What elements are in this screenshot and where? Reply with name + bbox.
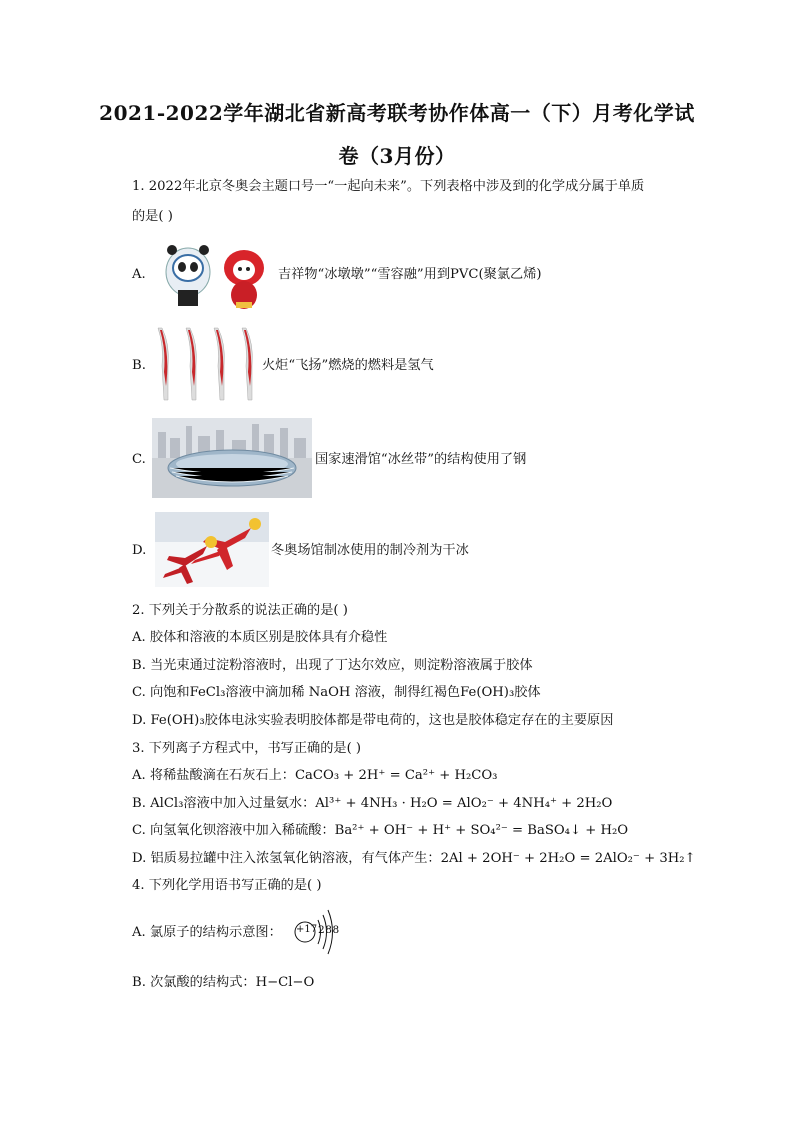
- q4-option-b: B. 次氯酸的结构式：H−Cl−O: [132, 975, 315, 990]
- speed-skaters-image: [155, 512, 269, 587]
- q1-option-c-label: C.: [132, 452, 146, 467]
- electron-shells: 288: [318, 924, 340, 936]
- q1-option-a-text: 吉祥物“冰墩墩”“雪容融”用到PVC(聚氯乙烯): [278, 267, 542, 282]
- q1-stem-cont: 的是( ): [132, 209, 173, 224]
- torch-image: [152, 326, 260, 402]
- q1-option-b-text: 火炬“飞扬”燃烧的燃料是氢气: [262, 358, 434, 373]
- q3-option-b: B. AlCl₃溶液中加入过量氨水：Al³⁺ + 4NH₃ · H₂O = AlO₂⁻ + 4NH₄⁺ + 2H₂O: [132, 796, 613, 811]
- q3-stem: 3. 下列离子方程式中，书写正确的是( ): [132, 741, 362, 756]
- q4-option-a: A. 氯原子的结构示意图：: [132, 925, 282, 940]
- page-title: 2021-2022学年湖北省新高考联考协作体高一（下）月考化学试: [99, 101, 695, 125]
- q2-option-c: C. 向饱和FeCl₃溶液中滴加稀 NaOH 溶液，制得红褐色Fe(OH)₃胶体: [132, 685, 541, 700]
- q4-stem: 4. 下列化学用语书写正确的是( ): [132, 878, 322, 893]
- q1-option-c-text: 国家速滑馆“冰丝带”的结构使用了钢: [315, 452, 527, 467]
- q1-option-d-text: 冬奥场馆制冰使用的制冷剂为干冰: [271, 543, 469, 558]
- q1-option-a-label: A.: [132, 267, 146, 282]
- q3-option-c: C. 向氢氧化钡溶液中加入稀硫酸：Ba²⁺ + OH⁻ + H⁺ + SO₄²⁻ = BaSO₄↓ + H₂O: [132, 823, 629, 838]
- q1-option-d-label: D.: [132, 543, 147, 558]
- q1-option-b-label: B.: [132, 358, 146, 373]
- q3-option-d: D. 铝质易拉罐中注入浓氢氧化钠溶液，有气体产生：2Al + 2OH⁻ + 2H₂O = 2AlO₂⁻ + 3H₂↑: [132, 851, 696, 866]
- q2-option-d: D. Fe(OH)₃胶体电泳实验表明胶体都是带电荷的，这也是胶体稳定存在的主要原因: [132, 713, 614, 728]
- chlorine-atom-diagram: [288, 908, 358, 956]
- speed-skating-oval-image: [152, 418, 312, 498]
- q2-stem: 2. 下列关于分散系的说法正确的是( ): [132, 603, 348, 618]
- q3-option-a: A. 将稀盐酸滴在石灰石上：CaCO₃ + 2H⁺ = Ca²⁺ + H₂CO₃: [132, 768, 498, 783]
- nucleus-charge: +17: [296, 924, 318, 935]
- q1-stem: 1. 2022年北京冬奥会主题口号一“一起向未来”。下列表格中涉及到的化学成分属于单质: [132, 179, 645, 194]
- mascots-image: [158, 240, 276, 312]
- page-title-line2: 卷（3月份）: [338, 144, 456, 168]
- q2-option-b: B. 当光束通过淀粉溶液时，出现了丁达尔效应，则淀粉溶液属于胶体: [132, 658, 533, 673]
- q2-option-a: A. 胶体和溶液的本质区别是胶体具有介稳性: [132, 630, 388, 645]
